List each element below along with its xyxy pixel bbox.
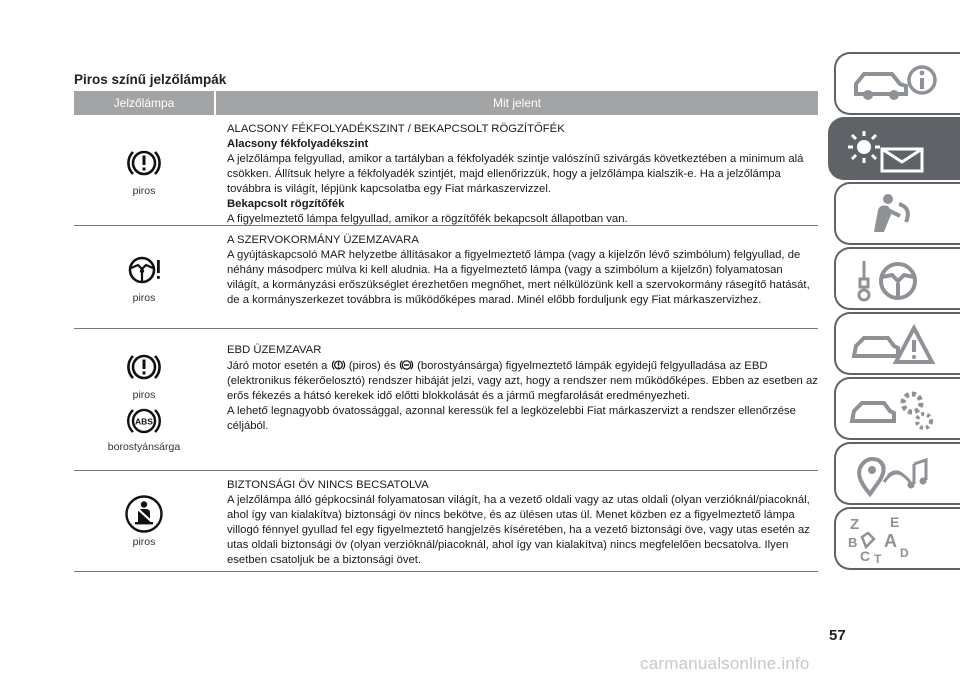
description (227, 358, 818, 404)
meaning-cell (214, 226, 818, 328)
tab-alphabetical-index[interactable] (834, 507, 960, 570)
breakdown-warning-icon (844, 320, 944, 368)
description-part: Járó motor esetén a (227, 360, 328, 372)
meaning-cell (214, 329, 818, 470)
chapter-tabs (828, 52, 960, 572)
indicator-cell (74, 226, 214, 328)
description: A gyújtáskapcsoló MAR helyzetbe állításakor a figyelmeztető lámpa (vagy a kijelzőn lévő szimbólum) felgyullad, de néhány másodperc múlva ki kell aludnia. Ha a figyelmeztető lámpa (vagy a szimbólum a kijelzőn) folyamatosan világít, a kormányzási erőszükséglet érezhetően megnőhet, mert nélkülözünk kell a szervokormány rásegítő hatását, de a kormányszerkezet továbbra is működőképes marad. Minél előbb forduljunk egy Fiat márkaszervizhez. (227, 249, 810, 306)
table-row (74, 329, 818, 471)
brake-warning-icon (124, 347, 164, 387)
indicator-color: piros (132, 388, 156, 401)
indicator-color: piros (132, 536, 156, 548)
header-indicator: Jelzőlámpa (113, 96, 175, 110)
description-part: (borostyánsárga) figyelmeztető lámpák egyidejű felgyulladása az EBD (elektronikus fékerőelosztó) rendszer hibáját jelzi, vagy azt, hogy a rendszer nem működőképes. Ebben az esetben az erős fékezés a hátsó kerekek idő előtti blokkolását és a jármű megfarolását eredményezheti. (227, 360, 818, 402)
tab-breakdown-warning[interactable] (834, 312, 960, 375)
indicator-cell (74, 115, 214, 225)
tab-warning-lights[interactable] (828, 117, 960, 180)
row-heading: EBD ÜZEMZAVAR (227, 344, 322, 356)
tab-maintenance[interactable] (834, 377, 960, 440)
index-letter: D (900, 546, 909, 560)
abs-warning-icon (124, 403, 164, 439)
table-row (74, 226, 818, 329)
sub-heading: Bekapcsolt rögzítőfék (227, 198, 345, 210)
index-letter: C (860, 548, 871, 564)
tab-car-info[interactable] (834, 52, 960, 115)
car-info-icon (844, 60, 944, 108)
index-letter: Z (850, 516, 860, 533)
abs-warning-icon (399, 358, 414, 372)
section-title: Piros színű jelzőlámpák (74, 72, 227, 87)
index-letter: T (874, 552, 882, 565)
header-meaning: Mit jelent (214, 91, 818, 115)
navigation-media-icon (844, 450, 944, 498)
indicator-cell (74, 471, 214, 571)
index-letter: A (884, 531, 897, 551)
tab-steering-wheel[interactable] (834, 247, 960, 310)
table-row (74, 471, 818, 572)
indicator-cell (74, 329, 214, 470)
warning-lights-table (74, 91, 818, 572)
meaning-cell (214, 471, 818, 571)
abs-text: ABS (135, 416, 153, 426)
row-heading: BIZTONSÁGI ÖV NINCS BECSATOLVA (227, 479, 429, 491)
description: A jelzőlámpa felgyullad, amikor a tartályban a fékfolyadék szintje valószínű szivárgás következtében a minimum alá csökken. Állítsuk helyre a fékfolyadék szintjét, majd ellenőrizzük, hogy a jelzőlámpa kialszik-e. Ha a jelzőlámpa továbbra is világít, lépjünk kapcsolatba egy Fiat márkaszervizzel. (227, 153, 804, 195)
description: A jelzőlámpa álló gépkocsinál folyamatosan világít, ha a vezető oldali vagy az utas oldali (olyan verzióknál/piacoknál, ahol így van kialakítva) biztonsági öv nincs bekötve, és az ülésen utas ül. Menet közben ez a figyelmeztető lámpa villogó fénnyel gyullad fel egy figyelmeztető hangjelzés kíséretében, ha a vezető biztonsági öve, vagy utas esetén az utas oldali biztonsági öv (olyan verzióknál/piacoknál, ahol így van kialakítva) nincs megfelelően becsatolva. Ilyen esetben csatoljuk be a biztonsági övet. (227, 494, 810, 566)
row-heading: A SZERVOKORMÁNY ÜZEMZAVARA (227, 234, 419, 246)
description: A lehető legnagyobb óvatossággal, azonnal keressük fel a legközelebbi Fiat márkaszervizt a rendszer ellenőrzése céljából. (227, 405, 796, 432)
airbag-seat-icon (844, 190, 944, 238)
table-row (74, 115, 818, 226)
description-part: (piros) és (348, 360, 396, 372)
index-letter: E (890, 515, 900, 530)
tab-navigation-media[interactable] (834, 442, 960, 505)
description: A figyelmeztető lámpa felgyullad, amikor a rögzítőfék bekapcsolt állapotban van. (227, 213, 628, 225)
table-header (74, 91, 818, 115)
row-heading: ALACSONY FÉKFOLYADÉKSZINT / BEKAPCSOLT RÖGZÍTŐFÉK (227, 123, 565, 135)
indicator-color: piros (132, 292, 156, 304)
maintenance-gears-icon (844, 385, 944, 433)
watermark: carmanualsonline.info (640, 654, 810, 673)
tab-airbag-seat[interactable] (834, 182, 960, 245)
sub-heading: Alacsony fékfolyadékszint (227, 138, 369, 150)
page-number: 57 (829, 627, 846, 644)
indicator-color: borostyánsárga (107, 440, 181, 453)
warning-lights-icon (838, 125, 938, 173)
meaning-cell (214, 115, 818, 225)
alphabetical-index-icon (844, 515, 944, 565)
brake-warning-icon (124, 143, 164, 183)
brake-warning-icon (331, 358, 346, 372)
power-steering-warning-icon (124, 250, 164, 290)
index-letter: B (848, 535, 858, 550)
steering-wheel-icon (844, 255, 944, 303)
indicator-color: piros (132, 185, 156, 197)
seatbelt-warning-icon (124, 494, 164, 534)
